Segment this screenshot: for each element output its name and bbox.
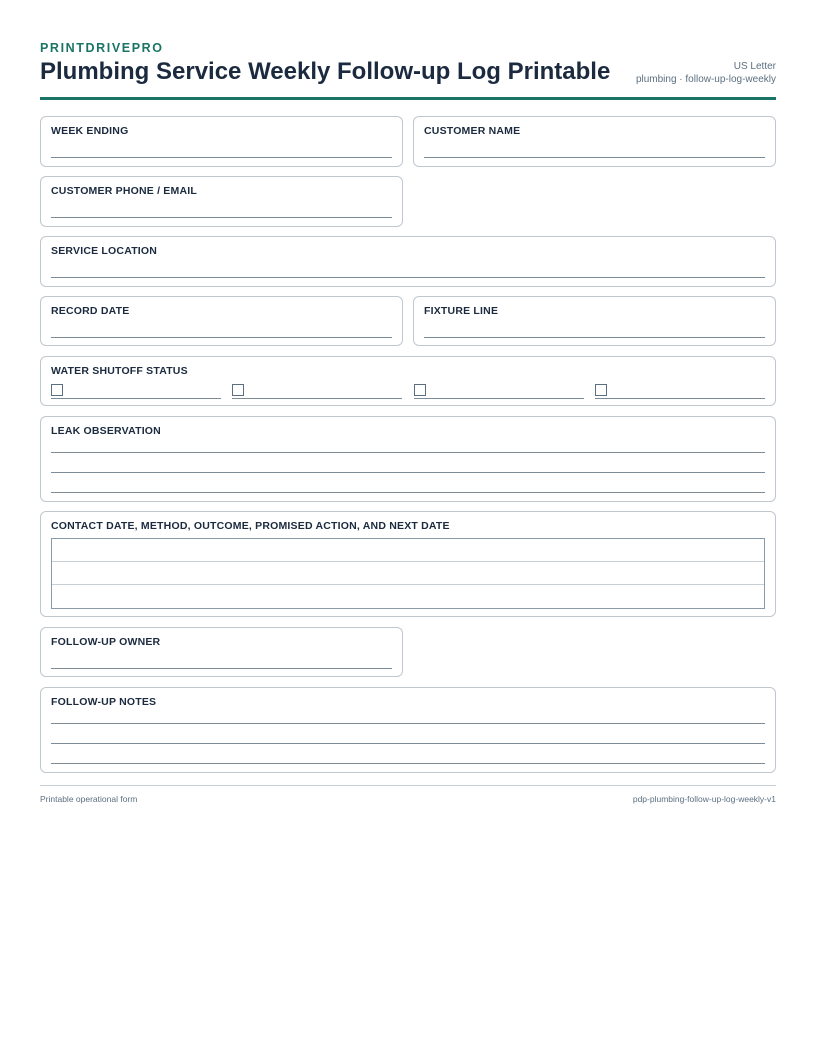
follow-up-owner-write-line[interactable]	[51, 668, 392, 669]
checkbox-icon[interactable]	[51, 384, 63, 396]
form-tags: plumbing · follow-up-log-weekly	[635, 74, 776, 85]
document-meta	[636, 60, 776, 86]
fixture-line-write-line[interactable]	[424, 337, 765, 338]
follow-up-notes-label: FOLLOW-UP NOTES	[51, 696, 157, 708]
paper-size: US Letter	[733, 61, 776, 72]
page-title: Plumbing Service Weekly Follow-up Log Printable	[40, 58, 611, 85]
leak-observation-field[interactable]	[40, 416, 776, 502]
fixture-line-field[interactable]	[413, 296, 776, 346]
customer-contact-field[interactable]	[40, 176, 403, 227]
record-date-field[interactable]	[40, 296, 403, 346]
customer-name-field[interactable]	[413, 116, 776, 167]
water-shutoff-label: WATER SHUTOFF STATUS	[51, 365, 188, 377]
week-ending-field[interactable]	[40, 116, 403, 167]
footer-divider	[40, 785, 776, 786]
follow-up-owner-field[interactable]	[40, 627, 403, 677]
checkbox-icon[interactable]	[232, 384, 244, 396]
leak-observation-label: LEAK OBSERVATION	[51, 425, 161, 437]
checkbox-icon[interactable]	[595, 384, 607, 396]
customer-name-write-line[interactable]	[424, 157, 765, 158]
table-row[interactable]	[52, 539, 764, 562]
brand-name: PRINTDRIVEPRO	[40, 41, 164, 55]
follow-up-notes-field[interactable]	[40, 687, 776, 773]
shutoff-option-1[interactable]	[51, 383, 221, 399]
form-identifier: pdp-plumbing-follow-up-log-weekly-v1	[632, 794, 776, 804]
record-date-label: RECORD DATE	[51, 305, 130, 317]
contact-log-section	[40, 511, 776, 617]
water-shutoff-options	[51, 383, 765, 399]
week-ending-label: WEEK ENDING	[51, 125, 129, 137]
contact-log-table	[51, 538, 765, 609]
customer-contact-write-line[interactable]	[51, 217, 392, 218]
contact-log-label: CONTACT DATE, METHOD, OUTCOME, PROMISED ACTION, AND NEXT DATE	[51, 520, 450, 532]
week-ending-write-line[interactable]	[51, 157, 392, 158]
fixture-line-label: FIXTURE LINE	[424, 305, 499, 317]
customer-name-label: CUSTOMER NAME	[424, 125, 521, 137]
shutoff-option-2[interactable]	[232, 383, 402, 399]
record-date-write-line[interactable]	[51, 337, 392, 338]
service-location-field[interactable]	[40, 236, 776, 287]
service-location-label: SERVICE LOCATION	[51, 245, 158, 257]
shutoff-option-4[interactable]	[595, 383, 765, 399]
table-row[interactable]	[52, 562, 764, 585]
follow-up-owner-label: FOLLOW-UP OWNER	[51, 636, 161, 648]
footer-description: Printable operational form	[40, 794, 138, 804]
follow-up-notes-line-2[interactable]	[51, 743, 765, 744]
service-location-write-line[interactable]	[51, 277, 765, 278]
header-divider	[40, 97, 776, 100]
shutoff-option-3[interactable]	[414, 383, 584, 399]
table-row[interactable]	[52, 585, 764, 608]
leak-observation-line-3[interactable]	[51, 492, 765, 493]
leak-observation-line-1[interactable]	[51, 452, 765, 453]
leak-observation-line-2[interactable]	[51, 472, 765, 473]
follow-up-notes-line-1[interactable]	[51, 723, 765, 724]
follow-up-notes-line-3[interactable]	[51, 763, 765, 764]
customer-contact-label: CUSTOMER PHONE / EMAIL	[51, 185, 197, 197]
checkbox-icon[interactable]	[414, 384, 426, 396]
water-shutoff-field[interactable]	[40, 356, 776, 406]
